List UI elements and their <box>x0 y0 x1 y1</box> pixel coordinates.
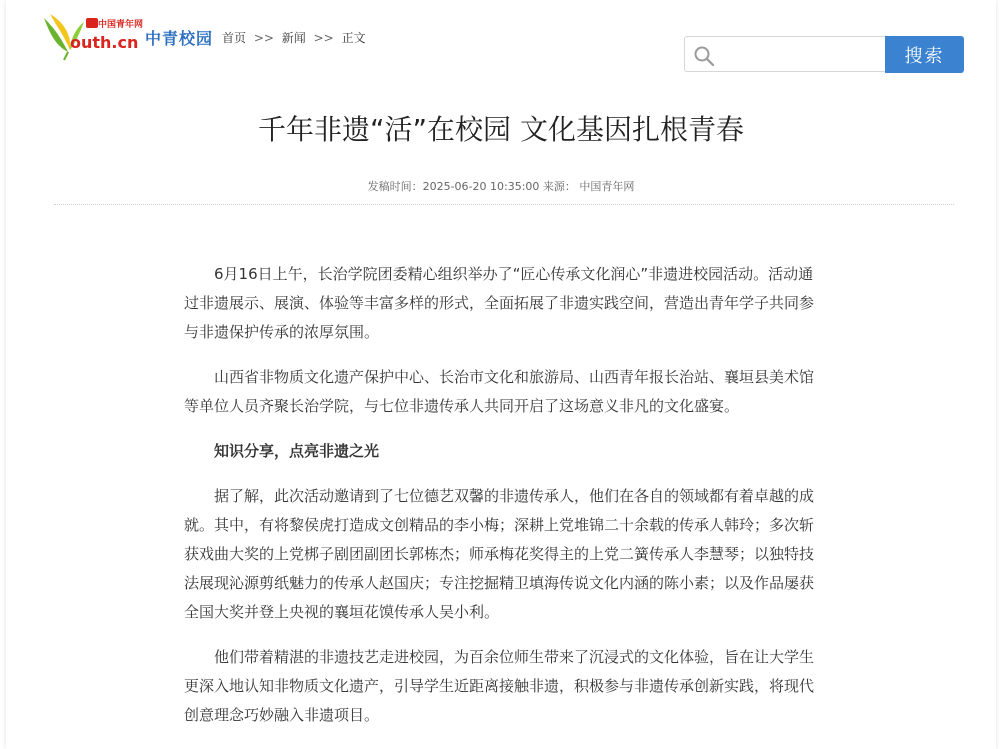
site-name-link[interactable]: 中青校园 <box>145 29 214 48</box>
article-paragraph: 据了解，此次活动邀请到了七位德艺双馨的非遗传承人，他们在各自的领域都有着卓越的成就。其中，有将黎侯虎打造成文创精品的李小梅；深耕上党堆锦二十余载的传承人韩玲；多次斩获戏曲大奖的上党梆子剧团副团长郭栋杰；师承梅花奖得主的上党二簧传承人李慧琴；以独特技法展现沁源剪纸魅力的传承人赵国庆；专注挖掘精卫填海传说文化内涵的陈小素；以及作品屡获全国大奖并登上央视的襄垣花馍传承人吴小利。 <box>184 487 815 621</box>
breadcrumb-home[interactable]: 首页 <box>222 31 247 45</box>
logo-main-text: outh.cn <box>70 33 139 52</box>
breadcrumb-news[interactable]: 新闻 <box>281 31 306 45</box>
article-title: 千年非遗“活”在校园 文化基因扎根青春 <box>258 113 744 146</box>
search-button[interactable]: 搜索 <box>885 36 964 73</box>
article-paragraph: 山西省非物质文化遗产保护中心、长治市文化和旅游局、山西青年报长治站、襄垣县美术馆等单位人员齐聚长治学院，与七位非遗传承人共同开启了这场意义非凡的文化盛宴。 <box>184 368 815 415</box>
breadcrumb <box>222 29 366 46</box>
search-input[interactable] <box>719 43 883 67</box>
breadcrumb-separator: >> <box>313 31 334 45</box>
article-paragraph: 他们带着精湛的非遗技艺走进校园，为百余位师生带来了沉浸式的文化体验，旨在让大学生更深入地认知非物质文化遗产，引导学生近距离接触非遗，积极参与非遗传承创新实践，将现代创意理念巧妙融入非遗项目。 <box>184 648 815 724</box>
divider <box>54 204 954 205</box>
breadcrumb-separator: >> <box>253 31 274 45</box>
article-subheading: 知识分享，点亮非遗之光 <box>214 442 380 460</box>
article-paragraph: 6月16日上午，长治学院团委精心组织举办了“匠心传承文化润心”非遗进校园活动。活动通过非遗展示、展演、体验等丰富多样的形式，全面拓展了非遗实践空间，营造出青年学子共同参与非遗保护传承的浓厚氛围。 <box>184 265 815 341</box>
site-logo[interactable] <box>40 10 144 64</box>
search-icon <box>693 45 715 67</box>
article-body <box>184 260 826 746</box>
article-meta: 发稿时间：2025-06-20 10:35:00 来源： 中国青年网 <box>367 180 635 193</box>
logo-icon <box>40 10 144 64</box>
breadcrumb-current: 正文 <box>341 31 366 45</box>
search-box <box>684 36 886 72</box>
logo-top-text: 中国青年网 <box>98 20 144 30</box>
